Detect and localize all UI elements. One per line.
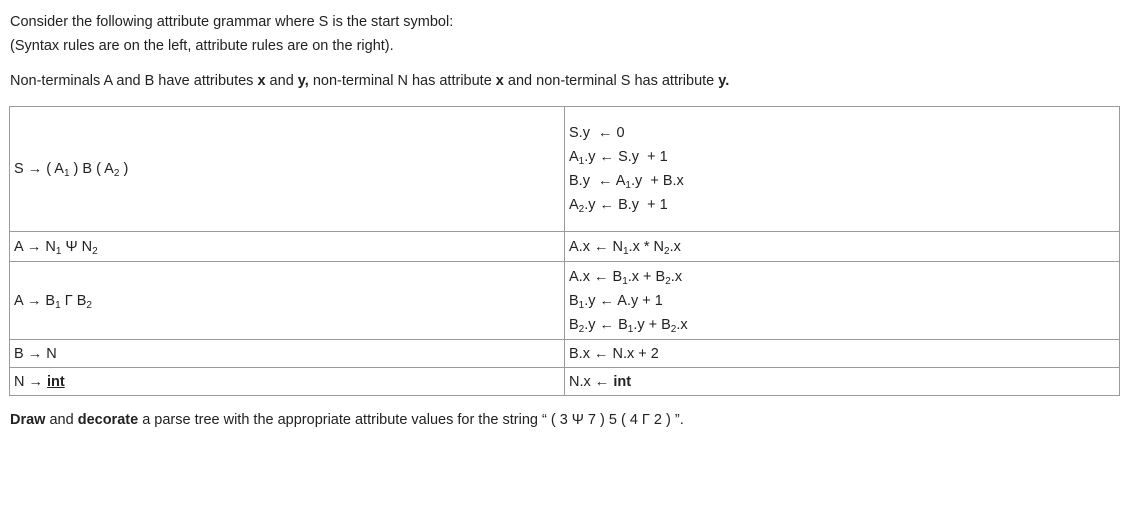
syntax-rule-a-psi: $A \to N_1$ Ψ $N_2$	[10, 232, 565, 262]
intro-text: and non-terminal S has attribute	[503, 73, 719, 89]
syntax-rule-s: S → ( $A_1$ ) B ( $A_2$ )	[10, 107, 565, 232]
intro-text: Non-terminals A and B have attributes	[10, 73, 258, 89]
task-text: and	[45, 412, 78, 428]
attr-x: x	[257, 73, 266, 89]
syntax-rule-a-gamma: $A \to B_1$ Γ $B_2$	[10, 262, 565, 340]
attr-y: y.	[718, 73, 730, 89]
syntax-rule-n: N → int	[10, 368, 565, 396]
rule-row-b	[10, 340, 1120, 368]
attribute-rule: N.x ← int	[569, 373, 632, 390]
attribute-rule: $A_1.y$ ← S.y + 1	[569, 149, 668, 167]
rule-row-s	[10, 107, 1120, 232]
attribute-rule: A.x ← $N_1.x * N_2.x$	[569, 238, 681, 257]
intro-line-1: Consider the following attribute grammar where S is the start symbol:	[10, 14, 454, 30]
attribute-rules-s	[565, 107, 1120, 232]
attribute-rules-a-gamma	[565, 262, 1120, 340]
task-text: a parse tree with the appropriate attribute values for the string “ ( 3 Ψ 7 ) 5 ( 4 Γ 2 ) ”.	[138, 412, 684, 428]
attribute-rule: S.y ← 0	[569, 125, 625, 141]
task-keyword-decorate: decorate	[77, 412, 139, 428]
attribute-rule: B.x ← N.x + 2	[569, 345, 659, 362]
rule-row-n	[10, 368, 1120, 396]
intro-text: non-terminal N has attribute	[308, 73, 496, 89]
attr-y: y,	[297, 73, 309, 89]
intro-line-2: (Syntax rules are on the left, attribute rules are on the right).	[10, 38, 394, 54]
syntax-rule-b: B → N	[10, 340, 565, 368]
attribute-rule: $B_2.y$ ← $B_1.y + B_2.x$	[569, 316, 688, 335]
task-keyword-draw: Draw	[10, 412, 46, 428]
task-line	[10, 412, 684, 428]
attribute-rule: B.y ← $A_1.y + B.x$	[569, 173, 684, 191]
rule-row-a-gamma	[10, 262, 1120, 340]
attribute-rules-b	[565, 340, 1120, 368]
intro-line-3	[10, 73, 729, 89]
grammar-table	[9, 106, 1120, 396]
rule-row-a-psi	[10, 232, 1120, 262]
attribute-rule: A.x ← $B_1.x + B_2.x$	[569, 268, 683, 287]
attr-x: x	[495, 73, 504, 89]
attribute-rule: $A_2.y$ ← B.y + 1	[569, 197, 668, 215]
attribute-rule: $B_1.y$ ← A.y + 1	[569, 292, 663, 311]
attribute-rules-a-psi	[565, 232, 1120, 262]
attribute-rules-n	[565, 368, 1120, 396]
intro-text: and	[265, 73, 298, 89]
